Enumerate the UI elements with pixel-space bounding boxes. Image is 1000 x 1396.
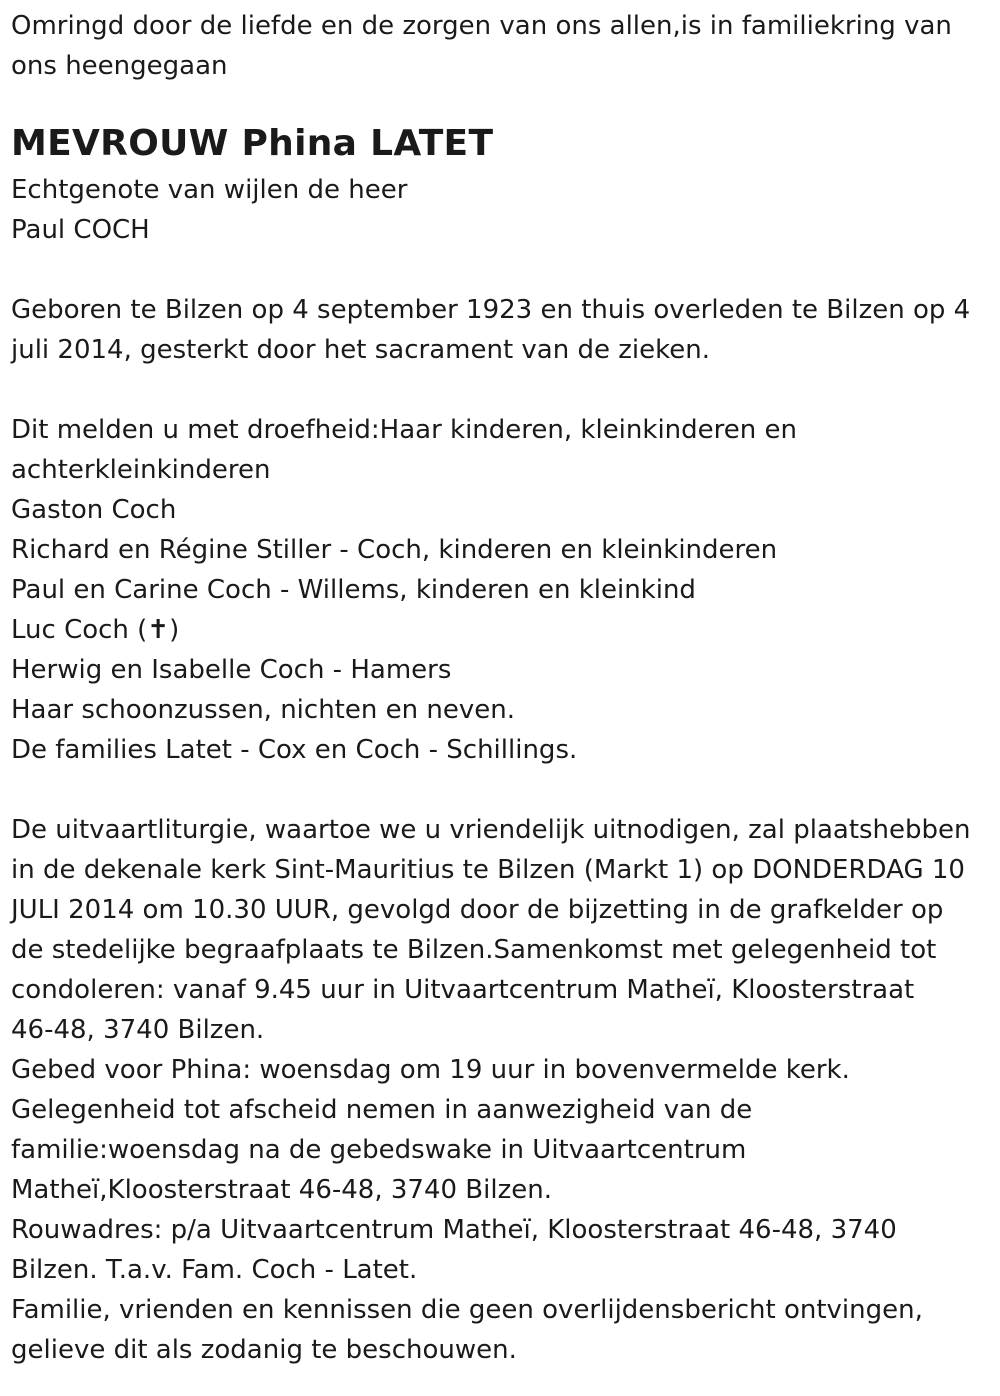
family-member: Gaston Coch <box>11 495 177 525</box>
funeral-line: De uitvaartliturgie, waartoe we u vriendelijk uitnodigen, zal plaatshebben <box>11 815 971 845</box>
spouse-name: Paul COCH <box>11 215 150 245</box>
closing-line: Familie, vrienden en kennissen die geen overlijdensbericht ontvingen, <box>11 1295 923 1325</box>
funeral-line: 46-48, 3740 Bilzen. <box>11 1015 265 1045</box>
farewell-line: Matheï,Kloosterstraat 46-48, 3740 Bilzen. <box>11 1175 552 1205</box>
family-line: achterkleinkinderen <box>11 455 271 485</box>
family-section <box>11 410 1000 770</box>
family-member: Haar schoonzussen, nichten en neven. <box>11 695 515 725</box>
birth-death-line: Geboren te Bilzen op 4 september 1923 en thuis overleden te Bilzen op 4 <box>11 295 971 325</box>
family-member: De families Latet - Cox en Coch - Schillings. <box>11 735 578 765</box>
family-member: Richard en Régine Stiller - Coch, kinderen en kleinkinderen <box>11 535 778 565</box>
obituary-document <box>0 6 1000 1370</box>
mourning-address-line: Bilzen. T.a.v. Fam. Coch - Latet. <box>11 1255 418 1285</box>
spouse-line: Echtgenote van wijlen de heer <box>11 175 408 205</box>
spouse-section <box>11 170 1000 250</box>
closing-line: gelieve dit als zodanig te beschouwen. <box>11 1335 517 1365</box>
spacer <box>11 370 1000 410</box>
family-member: Paul en Carine Coch - Willems, kinderen en kleinkind <box>11 575 696 605</box>
funeral-line: condoleren: vanaf 9.45 uur in Uitvaartcentrum Matheï, Kloosterstraat <box>11 975 915 1005</box>
family-member: Herwig en Isabelle Coch - Hamers <box>11 655 452 685</box>
intro-section <box>11 6 1000 86</box>
funeral-line: JULI 2014 om 10.30 UUR, gevolgd door de bijzetting in de grafkelder op <box>11 895 944 925</box>
deceased-name: MEVROUW Phina LATET <box>11 123 494 164</box>
funeral-section <box>11 810 1000 1370</box>
funeral-line: in de dekenale kerk Sint-Mauritius te Bilzen (Markt 1) op DONDERDAG 10 <box>11 855 965 885</box>
farewell-line: familie:woensdag na de gebedswake in Uitvaartcentrum <box>11 1135 747 1165</box>
family-line: Dit melden u met droefheid:Haar kinderen, kleinkinderen en <box>11 415 797 445</box>
funeral-line: de stedelijke begraafplaats te Bilzen.Samenkomst met gelegenheid tot <box>11 935 937 965</box>
birth-death-section <box>11 290 1000 370</box>
birth-death-line: juli 2014, gesterkt door het sacrament van de zieken. <box>11 335 710 365</box>
intro-line: ons heengegaan <box>11 51 228 81</box>
spacer <box>11 770 1000 810</box>
prayer-line: Gebed voor Phina: woensdag om 19 uur in bovenvermelde kerk. <box>11 1055 850 1085</box>
spacer <box>11 250 1000 290</box>
farewell-line: Gelegenheid tot afscheid nemen in aanwezigheid van de <box>11 1095 753 1125</box>
family-member: Luc Coch (✝) <box>11 615 180 645</box>
intro-line: Omringd door de liefde en de zorgen van ons allen,is in familiekring van <box>11 11 952 41</box>
mourning-address-line: Rouwadres: p/a Uitvaartcentrum Matheï, Kloosterstraat 46-48, 3740 <box>11 1215 897 1245</box>
